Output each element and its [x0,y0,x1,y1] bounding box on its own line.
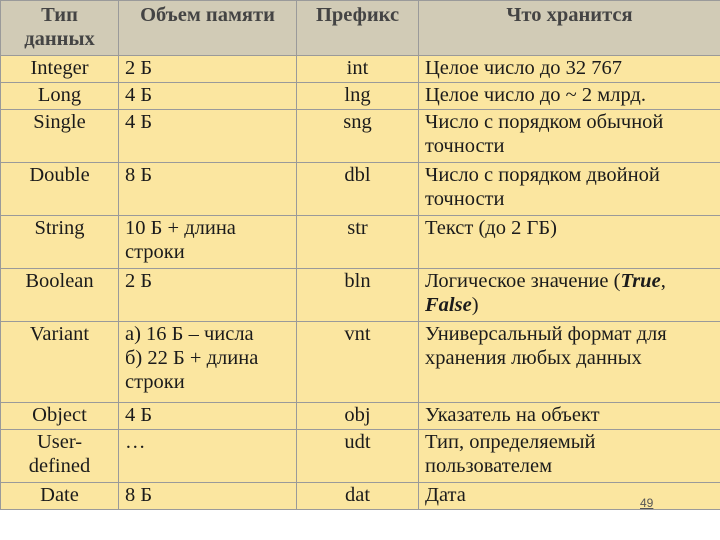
content-cell: Число с порядком двойной точности [419,163,720,216]
size-cell: 8 Б [119,483,297,510]
page-number: 49 [640,496,654,510]
prefix-cell: str [297,216,419,269]
table-row [1,403,720,430]
content-cell: Число с порядком обычной точности [419,110,720,163]
content-cell: Указатель на объект [419,403,720,430]
size-line-1: а) 16 Б – числа [125,323,254,345]
prefix-cell: vnt [297,322,419,403]
table-row [1,56,720,83]
prefix-cell: bln [297,269,419,322]
header-type: Тип данных [1,1,119,56]
content-cell [419,269,720,322]
content-cell: Дата [419,483,720,510]
size-cell: 2 Б [119,56,297,83]
type-cell: Variant [1,322,119,403]
table-row [1,483,720,510]
size-line-2: б) 22 Б + длина строки [125,347,259,393]
type-cell: Double [1,163,119,216]
size-cell: 8 Б [119,163,297,216]
table-row [1,110,720,163]
table-row [1,83,720,110]
content-cell: Тип, определяемый пользователем [419,430,720,483]
true-literal: True [620,270,661,292]
type-cell: Long [1,83,119,110]
prefix-cell: dbl [297,163,419,216]
type-cell: User-defined [1,430,119,483]
type-cell: String [1,216,119,269]
size-cell: 10 Б + длина строки [119,216,297,269]
content-cell: Универсальный формат для хранения любых данных [419,322,720,403]
table-row [1,269,720,322]
size-cell: 2 Б [119,269,297,322]
prefix-cell: lng [297,83,419,110]
type-cell: Boolean [1,269,119,322]
content-text-end: ) [471,294,479,316]
content-text: Логическое значение ( [425,270,621,292]
header-content: Что хранится [419,1,720,56]
header-prefix: Префикс [297,1,419,56]
type-cell: Single [1,110,119,163]
size-cell: 4 Б [119,110,297,163]
type-cell: Integer [1,56,119,83]
content-cell: Целое число до ~ 2 млрд. [419,83,720,110]
header-size: Объем памяти [119,1,297,56]
table-row [1,216,720,269]
prefix-cell: int [297,56,419,83]
content-separator: , [660,270,666,292]
size-cell: 4 Б [119,83,297,110]
table-row [1,163,720,216]
size-cell: 4 Б [119,403,297,430]
content-cell: Целое число до 32 767 [419,56,720,83]
prefix-cell: obj [297,403,419,430]
prefix-cell: sng [297,110,419,163]
type-cell: Object [1,403,119,430]
table-row [1,322,720,403]
header-row [1,1,720,56]
prefix-cell: udt [297,430,419,483]
table-row [1,430,720,483]
type-cell: Date [1,483,119,510]
content-cell: Текст (до 2 ГБ) [419,216,720,269]
false-literal: False [425,294,472,316]
size-cell: … [119,430,297,483]
prefix-cell: dat [297,483,419,510]
size-cell [119,322,297,403]
